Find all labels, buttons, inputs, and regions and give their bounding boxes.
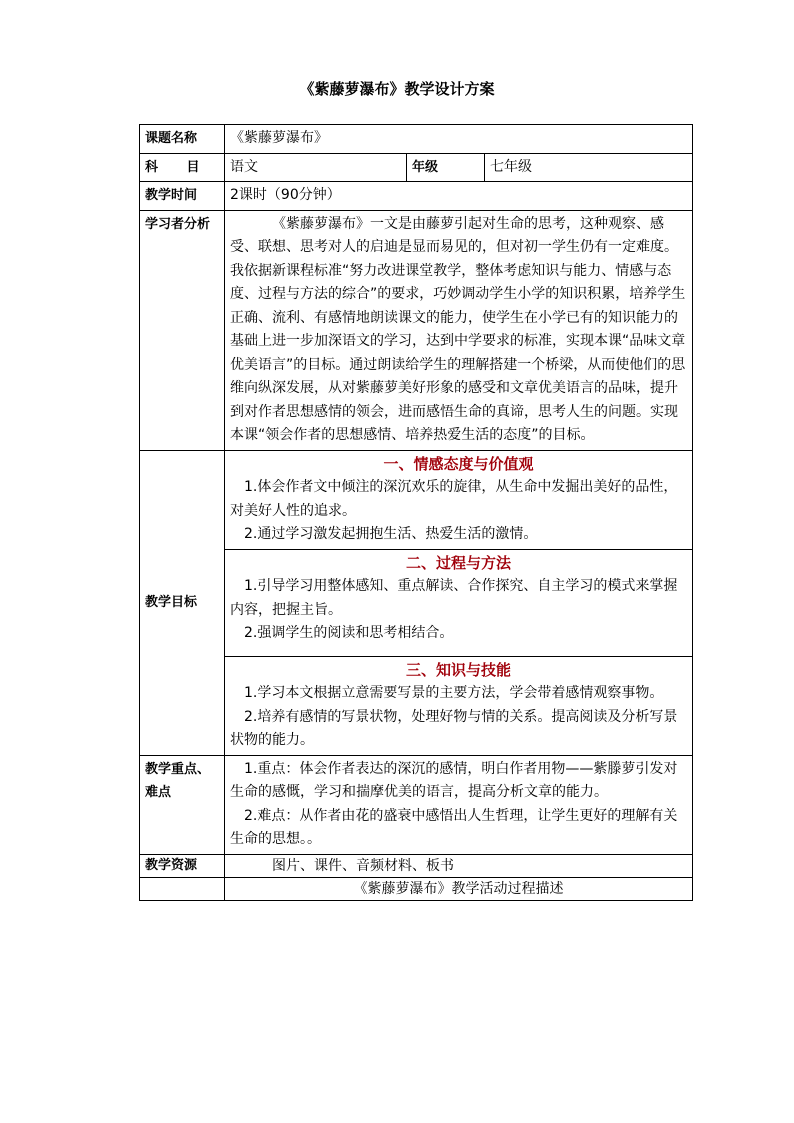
goal-item: 1.学习本文根据立意需要写景的主要方法，学会带着感情观察事物。 <box>244 685 664 701</box>
document-title: 《紫藤萝瀑布》教学设计方案 <box>299 80 495 98</box>
analysis-text: 《紫藤萝瀑布》一文是由藤萝引起对生命的思考，这种观察、感受、联想、思考对人的启迪是显而易见的，但对初一学生仍有一定难度。我依据新课程标准“努力改进课堂教学，整体考虑知识与能力、情感与态度、过程与方法的综合”的要求，巧妙调动学生小学的知识积累，培养学生正确、流利、有感情地朗读课文的能力，使学生在小学已有的知识能力的基础上进一步加深语文的学习，达到中学要求的标准，实现本课“品味文章优美语言”的目标。通过朗读给学生的理解搭建一个桥梁，从而使他们的思维向纵深发展，从对紫藤萝美好形象的感受和文章优美语言的品味，提升到对作者思想感情的领会，进而感悟生命的真谛，思考人生的问题。实现本课“领会作者的思想感情、培养热爱生活的态度”的目标。 <box>225 210 693 450</box>
row-resources <box>140 854 693 877</box>
row-time <box>140 182 693 211</box>
goal-item: 1.体会作者文中倾注的深沉欢乐的旋律，从生命中发掘出美好的品性，对美好人性的追求。 <box>230 479 678 519</box>
row-topic <box>140 125 693 154</box>
row-goal-1 <box>140 450 693 549</box>
resources-label: 教学资源 <box>140 854 225 877</box>
key-label: 教学重点、难点 <box>140 755 225 854</box>
goal-section-1 <box>225 450 693 549</box>
goal-item: 2.通过学习激发起拥抱生活、热爱生活的激情。 <box>244 526 538 542</box>
topic-label: 课题名称 <box>140 125 225 154</box>
goal-section-3 <box>225 656 693 755</box>
goal-item: 1.引导学习用整体感知、重点解读、合作探究、自主学习的模式来掌握内容，把握主旨。 <box>230 578 678 618</box>
goal-heading: 三、知识与技能 <box>406 660 512 679</box>
lesson-plan-table <box>139 124 693 901</box>
time-label: 教学时间 <box>140 182 225 211</box>
subject-label: 科 目 <box>140 153 225 182</box>
goal-section-2 <box>225 549 693 656</box>
analysis-label: 学习者分析 <box>140 210 225 450</box>
row-analysis <box>140 210 693 450</box>
goal-heading: 一、情感态度与价值观 <box>383 454 534 473</box>
process-title: 《紫藤萝瀑布》教学活动过程描述 <box>225 877 693 900</box>
goals-label: 教学目标 <box>140 450 225 755</box>
row-subject <box>140 153 693 182</box>
goal-item: 2.培养有感情的写景状物，处理好物与情的关系。提高阅读及分析写景状物的能力。 <box>230 708 678 748</box>
row-key-points <box>140 755 693 854</box>
grade-value: 七年级 <box>485 153 693 182</box>
grade-label: 年级 <box>407 153 485 182</box>
time-value: 2课时（90分钟） <box>225 182 693 211</box>
subject-value: 语文 <box>225 153 407 182</box>
row-process <box>140 877 693 900</box>
key-item: 1.重点：体会作者表达的深沉的感情，明白作者用物——紫滕萝引发对生命的感慨，学习和揣摩优美的语言，提高分析文章的能力。 <box>230 760 678 800</box>
goal-item: 2.强调学生的阅读和思考相结合。 <box>244 625 454 641</box>
goal-heading: 二、过程与方法 <box>406 553 512 572</box>
topic-value: 《紫藤萝瀑布》 <box>225 125 693 154</box>
resources-value: 图片、课件、音频材料、板书 <box>225 854 693 877</box>
key-item: 2.难点：从作者由花的盛衰中感悟出人生哲理，让学生更好的理解有关生命的思想。。 <box>230 807 678 847</box>
process-empty-cell <box>140 877 225 900</box>
key-content <box>225 755 693 854</box>
